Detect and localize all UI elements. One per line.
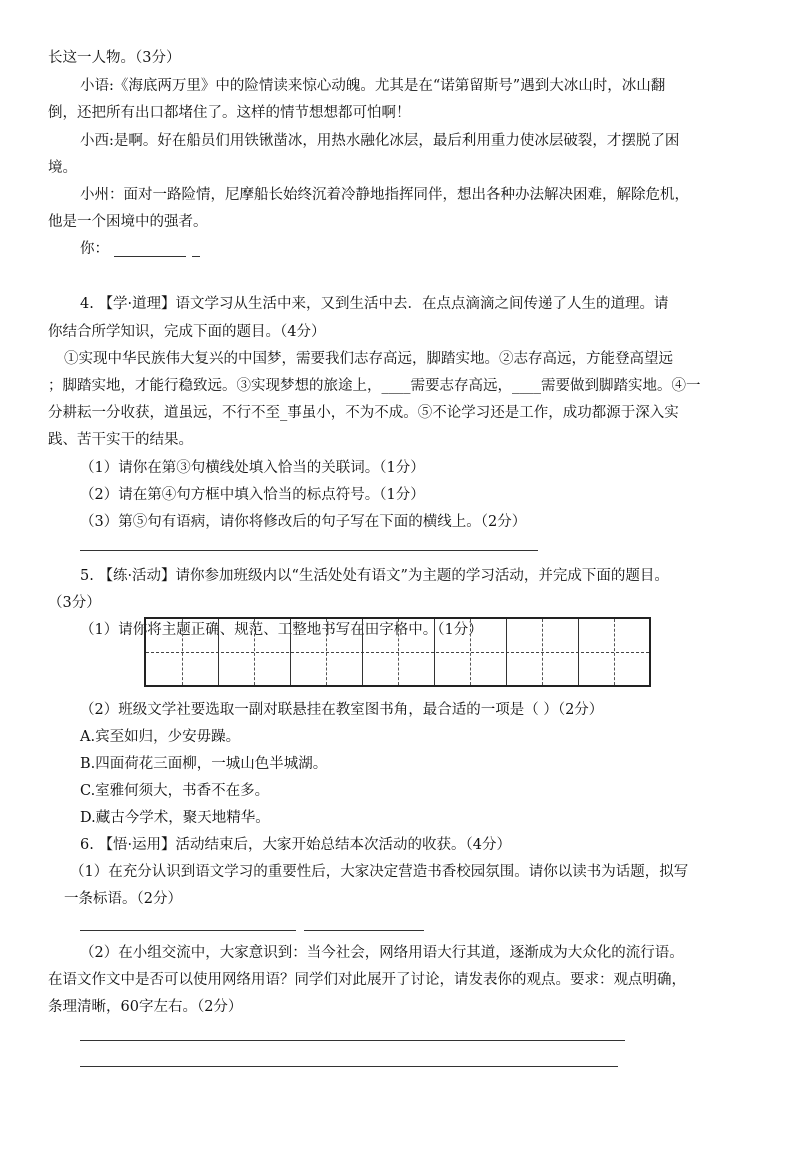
text-line: 一条标语。（2分）	[64, 891, 182, 907]
text-line: 在语文作文中是否可以使用网络用语？同学们对此展开了讨论，请发表你的观点。要求：观点明确，	[48, 972, 686, 988]
dialogue-xiaoxi: 小西:是啊。好在船员们用铁锹凿冰，用热水融化冰层，最后利用重力使冰层破裂，才摆脱了困	[80, 133, 680, 149]
dialogue-you-label: 你：	[80, 241, 109, 257]
question-4-3: （3）第⑤句有语病，请你将修改后的句子写在下面的横线上。（2分）	[80, 514, 527, 530]
answer-line-6-1a[interactable]	[80, 930, 296, 931]
question-5-title: 5. 【练·活动】请你参加班级内以“生活处处有语文”为主题的学习活动，并完成下面的题目。	[80, 568, 669, 584]
question-5-2: （2）班级文学社要选取一副对联悬挂在教室图书角，最合适的一项是（ ）（2分）	[80, 702, 604, 718]
text-line: 境。	[48, 160, 77, 176]
text-line: 你结合所学知识，完成下面的题目。（4分）	[48, 324, 326, 340]
option-b: B.四面荷花三面柳，一城山色半城湖。	[80, 756, 328, 772]
question-5-1: （1）请你将主题正确、规范、工整地书写在田字格中。（1分）	[80, 622, 483, 638]
answer-line-you[interactable]	[114, 256, 186, 257]
text-line: （3分）	[48, 595, 101, 611]
option-c: C.室雅何须大，书香不在多。	[80, 783, 270, 799]
passage-line: ①实现中华民族伟大复兴的中国梦，需要我们志存高远，脚踏实地。②志存高远，方能登高望远	[64, 351, 673, 367]
answer-line-6-1b[interactable]	[304, 930, 424, 931]
answer-line-6-2b[interactable]	[80, 1066, 618, 1067]
answer-line-4-3[interactable]	[80, 550, 538, 551]
question-4-1: （1）请你在第③句横线处填入恰当的关联词。（1分）	[80, 460, 425, 476]
question-6-1: （1）在充分认识到语文学习的重要性后，大家决定营造书香校园氛围。请你以读书为话题，拟写	[70, 864, 689, 880]
option-d: D.藏古今学术，聚天地精华。	[80, 810, 270, 826]
answer-line-6-2a[interactable]	[80, 1040, 625, 1041]
text-line: 条理清晰，60字左右。（2分）	[48, 999, 243, 1015]
text-line: 他是一个困境中的强者。	[48, 214, 208, 230]
question-6-2: （2）在小组交流中，大家意识到：当今社会，网络用语大行其道，逐渐成为大众化的流行语。	[80, 945, 684, 961]
text-line: 倒，还把所有出口都堵住了。这样的情节想想都可怕啊！	[48, 105, 411, 121]
question-6-title: 6. 【悟·运用】活动结束后，大家开始总结本次活动的收获。（4分）	[80, 837, 512, 853]
answer-line-you-tail	[192, 256, 200, 257]
dialogue-xiaozhou: 小州：面对一路险情，尼摩船长始终沉着冷静地指挥同伴，想出各种办法解决困难，解除危机，	[80, 187, 689, 203]
tianzige-grid[interactable]	[144, 617, 651, 687]
question-4-title: 4. 【学·道理】语文学习从生活中来，又到生活中去．在点点滴滴之间传递了人生的道理。请	[80, 296, 669, 312]
passage-line: ；脚踏实地，才能行稳致远。③实现梦想的旅途上，____需要志存高远，____需要做到脚踏实地。④一	[48, 378, 701, 394]
dialogue-xiaoyu: 小语:《海底两万里》中的险情读来惊心动魄。尤其是在“诺第留斯号”遇到大冰山时，冰山翻	[80, 78, 666, 94]
text-line: 长这一人物。（3分）	[48, 50, 181, 66]
option-a: A.宾至如归，少安毋躁。	[80, 729, 241, 745]
question-4-2: （2）请在第④句方框中填入恰当的标点符号。（1分）	[80, 487, 425, 503]
passage-line: 践、苦干实干的结果。	[48, 432, 193, 448]
passage-line: 分耕耘一分收获，道虽远，不行不至_事虽小，不为不成。⑤不论学习还是工作，成功都源于深入实	[48, 405, 679, 421]
